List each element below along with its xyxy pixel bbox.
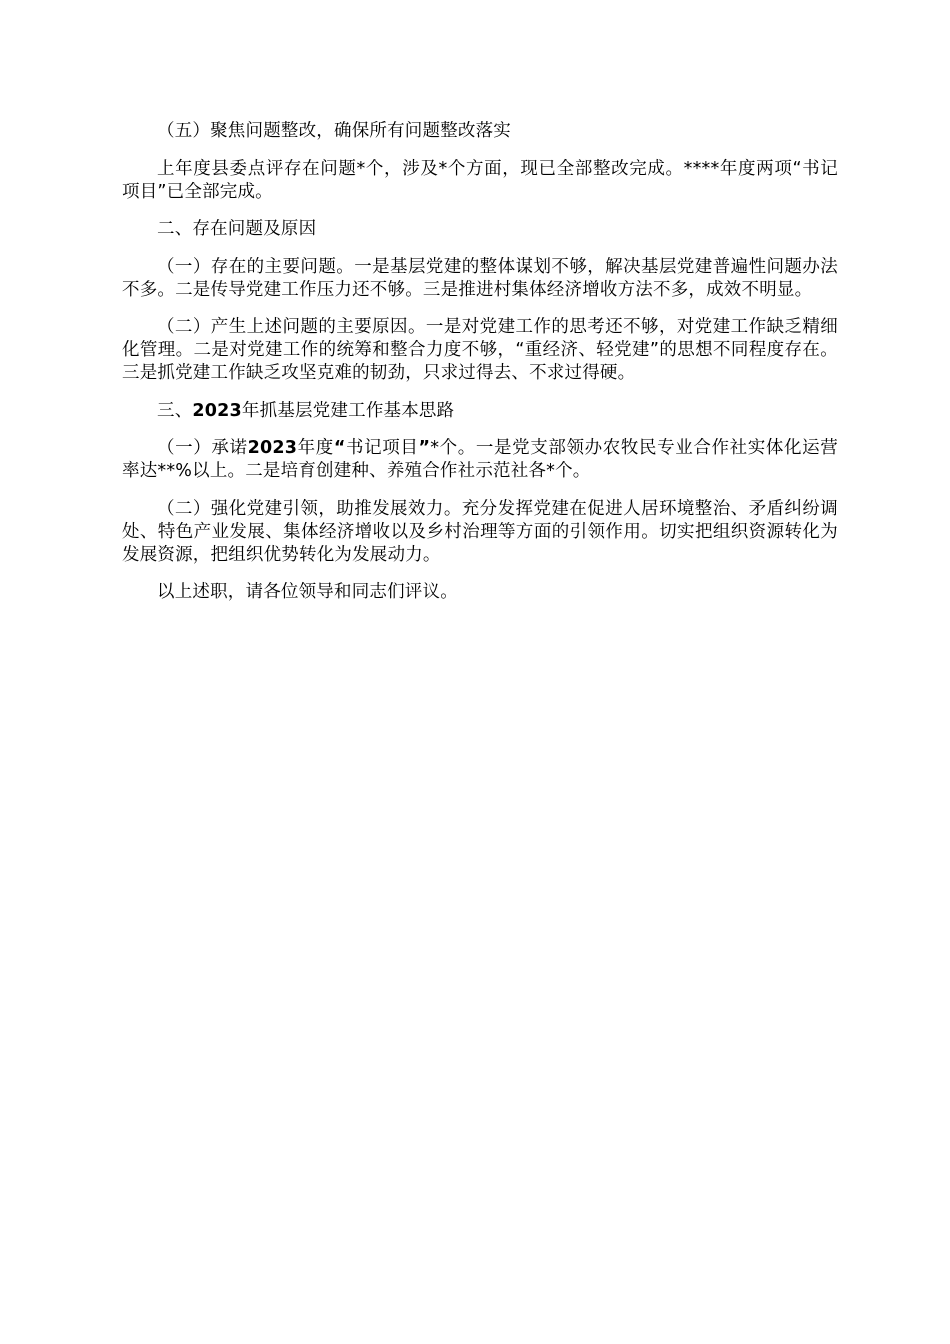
heading-prefix: 三、 xyxy=(157,400,193,421)
commit-prefix: （一）承诺 xyxy=(157,438,248,458)
paragraph-strengthen-leadership: （二）强化党建引领，助推发展效力。充分发挥党建在促进人居环境整治、矛盾纠纷调处、特色产业发展、集体经济增收以及乡村治理等方面的引领作用。切实把组织资源转化为发展资源，把组织优势转化为发展动力。 xyxy=(122,498,838,565)
document-page xyxy=(122,120,838,619)
paragraph-main-reasons: （二）产生上述问题的主要原因。一是对党建工作的思考还不够，对党建工作缺乏精细化管理。二是对党建工作的统筹和整合力度不够，“重经济、轻党建”的思想不同程度存在。三是抓党建工作缺乏攻坚克难的韧劲，只求过得去、不求过得硬。 xyxy=(122,317,838,383)
paragraph-closing: 以上述职，请各位领导和同志们评议。 xyxy=(157,582,458,602)
commit-quote-close: ” xyxy=(418,438,431,458)
section-heading-problems-causes: 二、存在问题及原因 xyxy=(157,219,317,239)
commit-mid: 年度 xyxy=(297,438,334,458)
commit-rest: *个。一是党支部领办农牧民专业合作社实体化运营率达**%以上。二是培育创建种、养殖合作社示范社各*个。 xyxy=(122,438,838,481)
paragraph-commitment xyxy=(122,437,838,483)
commit-year: 2023 xyxy=(247,438,298,458)
paragraph-main-problems: （一）存在的主要问题。一是基层党建的整体谋划不够，解决基层党建普遍性问题办法不多。二是传导党建工作压力还不够。三是推进村集体经济增收方法不多，成效不明显。 xyxy=(122,256,838,300)
section-heading-rectification: （五）聚焦问题整改，确保所有问题整改落实 xyxy=(157,121,511,141)
commit-quote-open: “ xyxy=(333,438,346,458)
heading-year: 2023 xyxy=(192,400,242,421)
commit-quoted: 书记项目 xyxy=(345,438,419,458)
heading-suffix: 年抓基层党建工作基本思路 xyxy=(241,400,455,421)
section-heading-2023-plan xyxy=(122,400,838,423)
paragraph-rectification: 上年度县委点评存在问题*个，涉及*个方面，现已全部整改完成。****年度两项“书记项目”已全部完成。 xyxy=(122,158,838,202)
